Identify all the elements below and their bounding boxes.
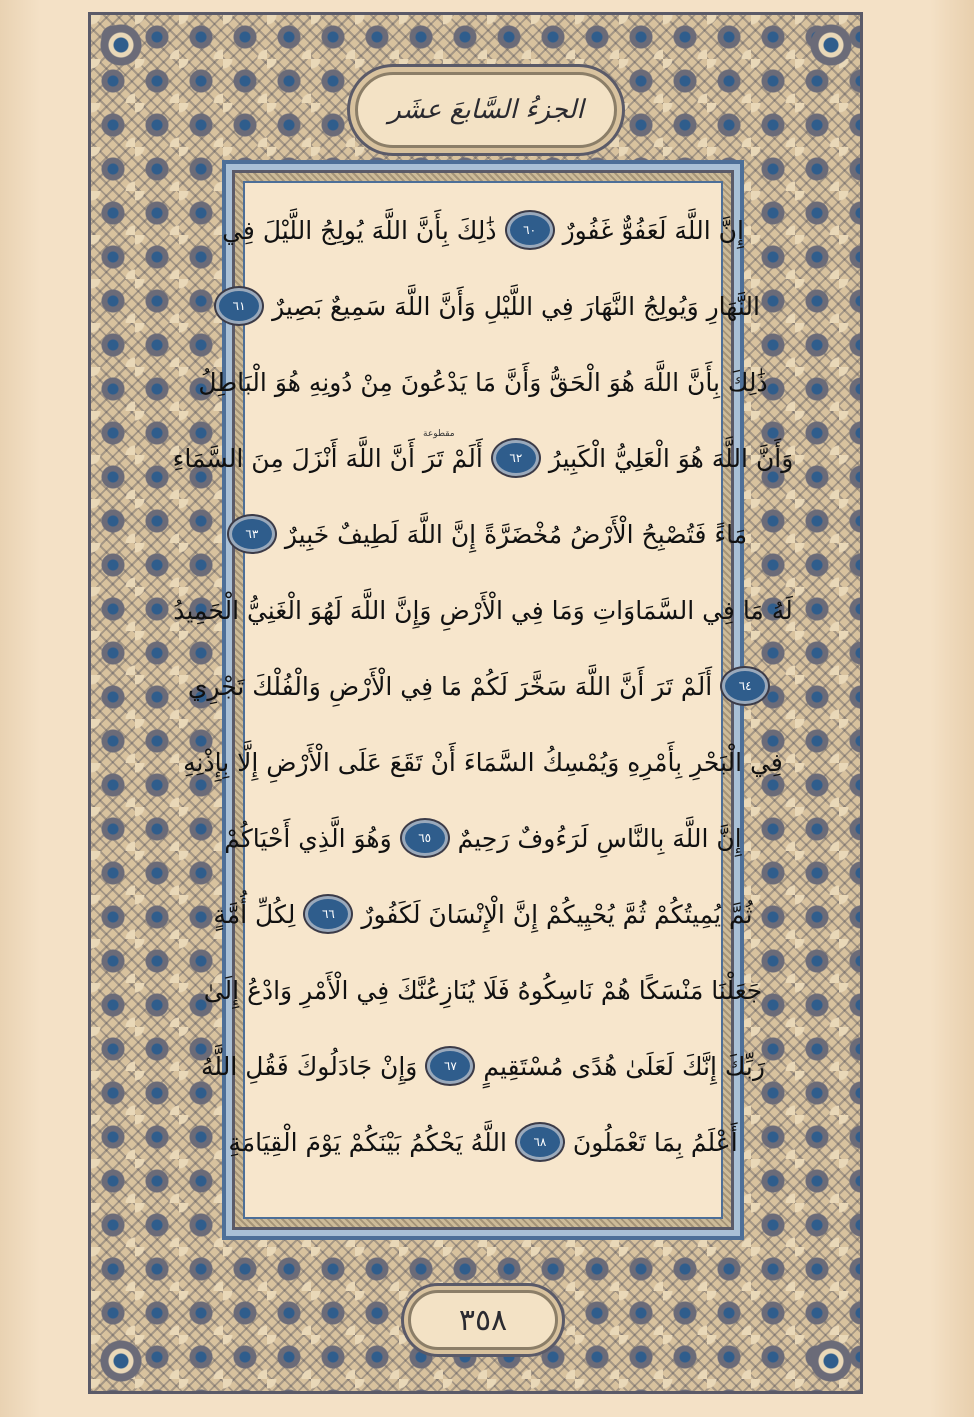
verse-line [203, 951, 763, 1029]
ayah-number-marker-icon: ٦٢ [493, 440, 539, 476]
verse-text: لَهُ مَا فِي السَّمَاوَاتِ وَمَا فِي الْأَرْضِ وَإِنَّ اللَّهَ لَهُوَ الْغَنِيُّ الْحَمِيدُ [173, 595, 793, 625]
ornament-flower-icon [808, 1338, 854, 1384]
verse-text: ثُمَّ يُمِيتُكُمْ ثُمَّ يُحْيِيكُمْ إِنَّ الْإِنْسَانَ لَكَفُورٌ [361, 899, 753, 929]
verse-text: إِنَّ اللَّهَ بِالنَّاسِ لَرَءُوفٌ رَحِيمٌ [457, 823, 742, 853]
verse-text: أَعْلَمُ بِمَا تَعْمَلُونَ [572, 1127, 738, 1157]
verse-line [228, 1103, 738, 1181]
ayah-number-marker-icon: ٦٣ [229, 516, 275, 552]
juz-header-cartouche [355, 72, 617, 148]
verse-text: أَلَمْ تَرَ أَنَّ اللَّهَ أَنْزَلَ مِنَ السَّمَاءِ [172, 443, 483, 473]
verse-text: اللَّهُ يَحْكُمُ بَيْنَكُمْ يَوْمَ الْقِيَامَةِ [228, 1127, 507, 1157]
ayah-number-marker-icon: ٦٦ [305, 896, 351, 932]
verse-line [224, 799, 742, 877]
ayah-number-marker-icon: ٦٤ [722, 668, 768, 704]
verse-line [201, 1027, 765, 1105]
verse-text: إِنَّ اللَّهَ لَعَفُوٌّ غَفُورٌ [562, 215, 744, 245]
verse-line [198, 343, 768, 421]
verse-text: النَّهَارِ وَيُولِجُ النَّهَارَ فِي اللَّيْلِ وَأَنَّ اللَّهَ سَمِيعٌ بَصِيرٌ [272, 291, 760, 321]
verse-text: ذَٰلِكَ بِأَنَّ اللَّهَ يُولِجُ اللَّيْلَ فِي [222, 215, 497, 245]
page-number-cartouche [408, 1290, 558, 1350]
verse-text: لِكُلِّ أُمَّةٍ [213, 899, 296, 929]
ornament-flower-icon [98, 1338, 144, 1384]
verse-text: وَإِنْ جَادَلُوكَ فَقُلِ اللَّهُ [201, 1051, 418, 1081]
ayah-number-marker-icon: ٦٧ [427, 1048, 473, 1084]
ayah-number-marker-icon: ٦٠ [507, 212, 553, 248]
verse-text: ذَٰلِكَ بِأَنَّ اللَّهَ هُوَ الْحَقُّ وَأَنَّ مَا يَدْعُونَ مِنْ دُونِهِ هُوَ الْبَاطِلُ [198, 367, 768, 397]
verse-lines [172, 183, 794, 1217]
verse-line [183, 723, 783, 801]
verse-text: وَهُوَ الَّذِي أَحْيَاكُمْ [224, 823, 392, 853]
ayah-number-marker-icon: ٦١ [216, 288, 262, 324]
text-frame [172, 160, 794, 1240]
ayah-number-marker-icon: ٦٨ [517, 1124, 563, 1160]
verse-line [232, 267, 760, 345]
ornament-flower-icon [98, 22, 144, 68]
verse-text: فِي الْبَحْرِ بِأَمْرِهِ وَيُمْسِكُ السَّمَاءَ أَنْ تَقَعَ عَلَى الْأَرْضِ إِلَّا بِإِذْنِهِ [183, 747, 783, 777]
verse-text: رَبِّكَ إِنَّكَ لَعَلَىٰ هُدًى مُسْتَقِيمٍ [483, 1051, 765, 1081]
verse-text: وَأَنَّ اللَّهَ هُوَ الْعَلِيُّ الْكَبِيرُ [548, 443, 794, 473]
verse-line [213, 875, 753, 953]
text-panel [172, 181, 794, 1219]
verse-text: مَاءً فَتُصْبِحُ الْأَرْضُ مُخْضَرَّةً إِنَّ اللَّهَ لَطِيفٌ خَبِيرٌ [284, 519, 748, 549]
verse-line [245, 495, 748, 573]
text-frame-inner [172, 170, 794, 1230]
marginal-note: مقطوعة [423, 429, 455, 439]
verse-line [187, 647, 752, 725]
ayah-number-marker-icon: ٦٥ [402, 820, 448, 856]
verse-line [173, 571, 793, 649]
page-number: ٣٥٨ [458, 1302, 508, 1338]
verse-line [172, 419, 794, 497]
verse-text: جَعَلْنَا مَنْسَكًا هُمْ نَاسِكُوهُ فَلَا يُنَازِعُنَّكَ فِي الْأَمْرِ وَادْعُ إِلَىٰ [203, 975, 763, 1005]
verse-text: أَلَمْ تَرَ أَنَّ اللَّهَ سَخَّرَ لَكُمْ مَا فِي الْأَرْضِ وَالْفُلْكَ تَجْرِي [187, 671, 713, 701]
juz-title: الجزءُ السَّابعَ عشَر [388, 95, 584, 125]
verse-line [222, 191, 744, 269]
ornament-flower-icon [808, 22, 854, 68]
